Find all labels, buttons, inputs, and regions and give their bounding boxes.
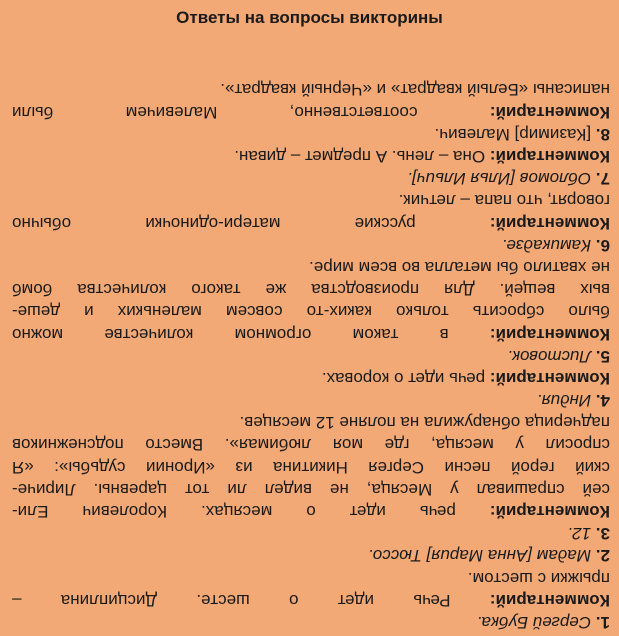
comment-line: прыжки с шестом. <box>467 568 610 588</box>
comment-label: Комментарий: <box>489 147 610 167</box>
answer-6-line <box>12 234 610 256</box>
answers-text <box>12 78 610 633</box>
answer-text: [Казимир] Малевич. <box>434 124 592 144</box>
comment-label: Комментарий: <box>489 590 610 610</box>
comment-label: Комментарий: <box>489 368 610 388</box>
comment-line <box>12 211 610 233</box>
page-title: Ответы на вопросы викторины <box>176 8 443 27</box>
comment-label: Комментарий: <box>489 324 610 344</box>
comment-text: речь идет о коровах. <box>321 368 486 388</box>
answer-number: 5. <box>595 346 610 366</box>
answer-8-line <box>12 123 610 145</box>
answer-number: 2. <box>595 546 610 566</box>
answer-number: 8. <box>595 124 610 144</box>
comment-line: сей спрашивал у Месяца, не видел ли тот царевны. Лириче- <box>12 479 610 499</box>
comment-label: Комментарий: <box>489 502 610 522</box>
comment-line: говорят, что папа – летчик. <box>398 191 610 211</box>
answer-7-line <box>12 167 610 189</box>
comment-line <box>12 145 610 167</box>
comment-line: было сбросить только каких-то совсем маленьких и деше- <box>12 302 610 322</box>
comment-line: написаны «Белый квадрат» и «Черный квадрат». <box>220 80 610 100</box>
answer-number: 7. <box>595 169 610 189</box>
answer-text: Индия. <box>536 391 592 411</box>
answer-text: Обломов [Илья Ильич]. <box>407 169 592 189</box>
answer-text: Листовок. <box>507 346 592 366</box>
answer-1-line <box>12 611 610 633</box>
answer-text: Мадам [Анна Мария] Тюссо. <box>368 546 592 566</box>
answer-text: Сергей Бубка. <box>476 613 592 632</box>
comment-line <box>12 500 610 522</box>
comment-text: соответственно, Малевичем были <box>12 102 418 122</box>
answer-4-line <box>12 389 610 411</box>
comment-line <box>12 367 610 389</box>
answer-number: 4. <box>595 391 610 411</box>
comment-line: падчерица обнаружила на поляне 12 месяцев. <box>239 413 610 433</box>
answer-text: 12. <box>567 524 592 544</box>
answer-5-line <box>12 345 610 367</box>
comment-label: Комментарий: <box>489 102 610 122</box>
answer-number: 1. <box>595 613 610 632</box>
answer-text: Камикадзе. <box>501 235 592 255</box>
comment-text: в таком огромном количестве можно <box>12 324 449 344</box>
comment-text: Она – лень. А предмет – диван. <box>234 147 486 167</box>
comment-line: спросил у месяца, где моя любимая». Вместо подснежников <box>12 435 610 455</box>
answer-number: 3. <box>595 524 610 544</box>
comment-line <box>12 101 610 123</box>
comment-line <box>12 322 610 344</box>
answer-2-line <box>12 544 610 566</box>
comment-line: ский герой песни Сергея Никитина из «Иронии судьбы»: «Я <box>12 457 610 477</box>
upside-down-answers-block <box>12 30 610 633</box>
comment-line: вых вещей. Для производства же такого количества бомб <box>12 280 610 300</box>
comment-text: речь идет о месяцах. Королевич Eли- <box>12 502 456 522</box>
comment-line <box>12 589 610 611</box>
comment-line: не хватило бы металла во всем мире. <box>309 258 610 277</box>
comment-label: Комментарий: <box>489 213 610 233</box>
comment-text: Речь идет о шесте. Дисциплина – <box>12 590 451 610</box>
answer-3-line <box>12 522 610 544</box>
answer-number: 6. <box>595 235 610 255</box>
comment-text: русские матери-одиночки обычно <box>12 213 416 233</box>
